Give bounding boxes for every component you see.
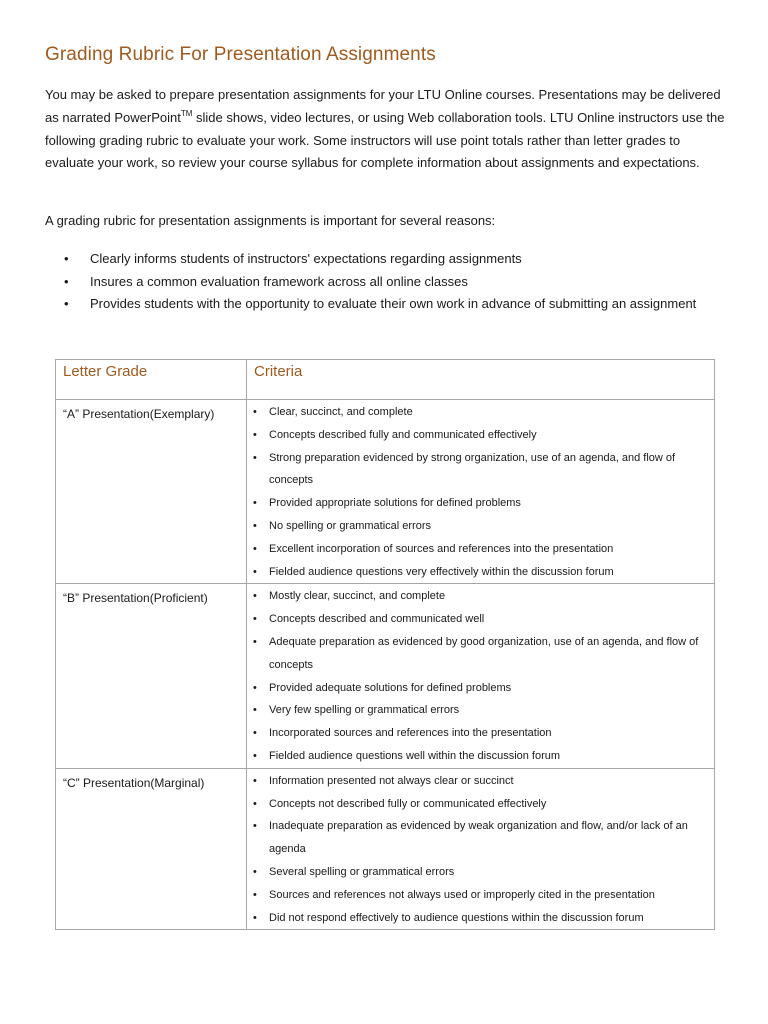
criteria-item: • Very few spelling or grammatical errors (253, 699, 708, 722)
reason-item (45, 293, 725, 316)
bullet-icon: • (64, 251, 69, 266)
bullet-icon: • (253, 635, 257, 648)
criteria-item: • Excellent incorporation of sources and references into the presentation (253, 538, 708, 561)
bullet-icon: • (253, 519, 257, 532)
criteria-cell (247, 584, 715, 768)
table-row-grade-b (56, 584, 715, 768)
criteria-item: • Provided adequate solutions for defined problems (253, 677, 708, 700)
bullet-icon: • (253, 749, 257, 762)
criteria-list (253, 585, 708, 767)
table-row-grade-c (56, 768, 715, 930)
bullet-icon: • (253, 681, 257, 694)
bullet-icon: • (253, 497, 257, 510)
criteria-item: • Fielded audience questions very effectively within the discussion forum (253, 561, 708, 584)
criteria-item: • Concepts not described fully or communicated effectively (253, 793, 708, 816)
grade-cell: “C” Presentation(Marginal) (56, 768, 247, 930)
criteria-item: • Clear, succinct, and complete (253, 401, 708, 424)
criteria-cell (247, 400, 715, 584)
table-header-row (56, 360, 715, 400)
criteria-item: • Provided appropriate solutions for defined problems (253, 492, 708, 515)
rubric-table (55, 359, 715, 930)
bullet-icon: • (253, 865, 257, 878)
table-row-grade-a (56, 400, 715, 584)
bullet-icon: • (253, 451, 257, 464)
trademark-mark: TM (180, 108, 193, 118)
criteria-item: • Sources and references not always used or improperly cited in the presentation (253, 884, 708, 907)
reason-item (45, 271, 725, 294)
column-header-criteria: Criteria (247, 360, 715, 400)
bullet-icon: • (253, 613, 257, 626)
bullet-icon: • (64, 273, 69, 289)
bullet-icon: • (253, 727, 257, 740)
intro-text-part1: You may be asked to prepare presentation assignments for your LTU Online courses. Presentations may be delivered as narrated PowerPoint (45, 87, 721, 125)
column-header-letter-grade: Letter Grade (56, 360, 247, 400)
bullet-icon: • (253, 428, 257, 441)
criteria-item: • Mostly clear, succinct, and complete (253, 585, 708, 608)
intro-text-part2: slide shows, video lectures, or using Web collaboration tools. LTU Online instructors use the following grading rubric to evaluate your work. Some instructors will use point totals rather than letter grades to evaluate your work, so review your course syllabus for complete information about assignments and expectations. (45, 109, 725, 171)
page-title: Grading Rubric For Presentation Assignments (45, 44, 436, 65)
intro-paragraph (45, 84, 725, 175)
criteria-item: • Inadequate preparation as evidenced by weak organization and flow, and/or lack of an agenda (253, 815, 708, 861)
criteria-list (253, 401, 708, 583)
criteria-cell (247, 768, 715, 930)
criteria-item: • Information presented not always clear or succinct (253, 770, 708, 793)
bullet-icon: • (64, 296, 69, 311)
bullet-icon: • (253, 888, 257, 901)
bullet-icon: • (253, 820, 257, 833)
criteria-item: • No spelling or grammatical errors (253, 515, 708, 538)
criteria-item: • Did not respond effectively to audience questions within the discussion forum (253, 907, 708, 930)
bullet-icon: • (253, 704, 257, 717)
criteria-item: • Fielded audience questions well within the discussion forum (253, 745, 708, 768)
criteria-item: • Several spelling or grammatical errors (253, 861, 708, 884)
bullet-icon: • (253, 797, 257, 810)
reason-text: Insures a common evaluation framework across all online classes (90, 273, 468, 289)
criteria-item: • Concepts described fully and communicated effectively (253, 424, 708, 447)
reasons-list (45, 248, 725, 316)
bullet-icon: • (253, 911, 257, 924)
criteria-item: • Incorporated sources and references into the presentation (253, 722, 708, 745)
reason-item (45, 248, 725, 271)
reason-text: Provides students with the opportunity to evaluate their own work in advance of submitting an assignment (90, 296, 697, 311)
bullet-icon: • (253, 565, 257, 578)
bullet-icon: • (253, 590, 257, 603)
reasons-lead: A grading rubric for presentation assignments is important for several reasons: (45, 213, 496, 228)
bullet-icon: • (253, 774, 257, 787)
criteria-item: • Strong preparation evidenced by strong organization, use of an agenda, and flow of concepts (253, 447, 708, 493)
bullet-icon: • (253, 542, 257, 555)
grade-cell: “B” Presentation(Proficient) (56, 584, 247, 768)
criteria-list (253, 770, 708, 930)
criteria-item: • Adequate preparation as evidenced by good organization, use of an agenda, and flow of concepts (253, 631, 708, 677)
reason-text: Clearly informs students of instructors' expectations regarding assignments (90, 251, 522, 266)
criteria-item: • Concepts described and communicated well (253, 608, 708, 631)
grade-cell: “A” Presentation(Exemplary) (56, 400, 247, 584)
bullet-icon: • (253, 406, 257, 418)
